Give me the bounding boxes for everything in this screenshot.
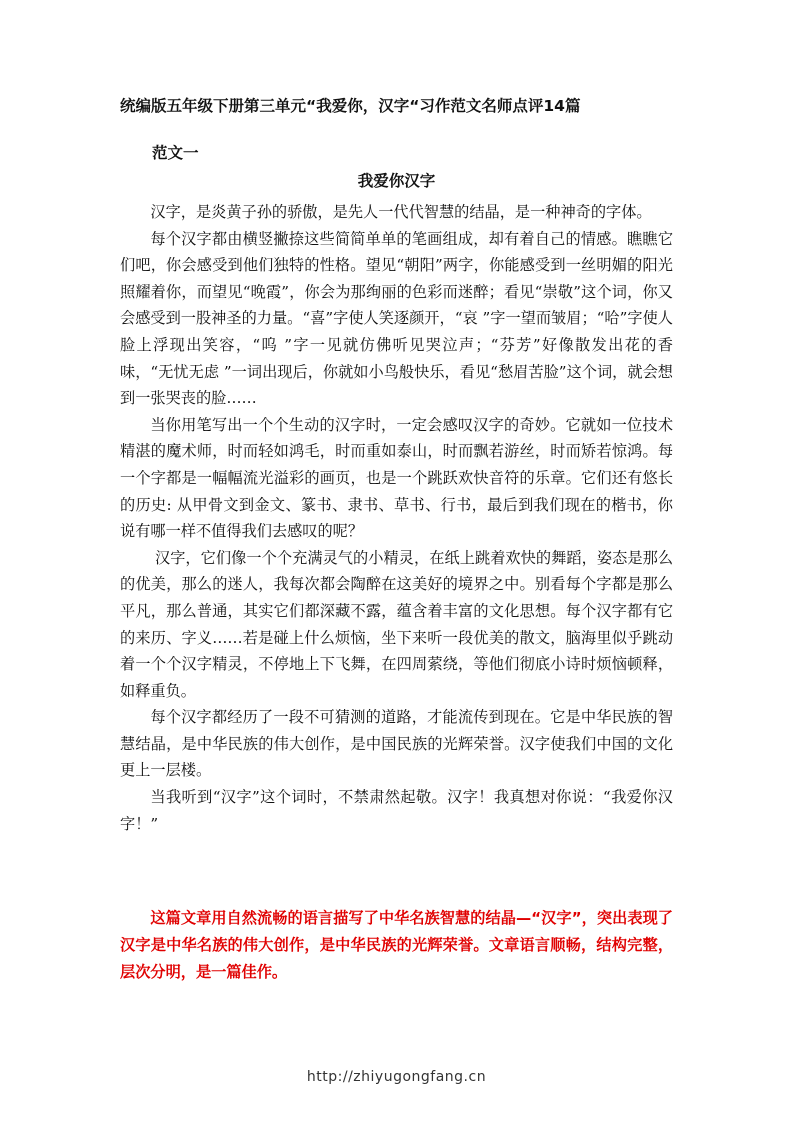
footer-url[interactable]: http://zhiyugongfang.cn <box>306 1069 487 1085</box>
essay-body <box>120 199 673 837</box>
essay-paragraph-5: 每个汉字都经历了一段不可猜测的道路，才能流传到现在。它是中华民族的智慧结晶，是中华民族的伟大创作，是中国民族的光辉荣誉。汉字使我们中国的文化更上一层楼。 <box>120 708 673 780</box>
essay-paragraph-4: 汉字，它们像一个个充满灵气的小精灵，在纸上跳着欢快的舞蹈，姿态是那么的优美，那么的迷人，我每次都会陶醉在这美好的境界之中。别看每个字都是那么平凡，那么普通，其实它们都深藏不露，蕴含着丰富的文化思想。每个汉字都有它的来历、字义……若是碰上什么烦恼，坐下来听一段优美的散文，脑海里似乎跳动着一个个汉字精灵，不停地上下飞舞，在四周萦绕，等他们彻底小诗时烦恼顿释，如释重负。 <box>120 548 673 700</box>
essay-paragraph-2: 每个汉字都由横竖撇捺这些简简单单的笔画组成，却有着自己的情感。瞧瞧它们吧，你会感受到他们独特的性格。望见“朝阳”两字，你能感受到一丝明媚的阳光照耀着你，而望见“晚霞”，你会为那绚丽的色彩而迷醉；看见“崇敬”这个词，你又会感受到一股神圣的力量。“喜”字使人笑逐颜开，“哀 ”字一望而皱眉；“哈”字使人脸上浮现出笑容，“呜 ”字一见就仿佛听见哭泣声；“芬芳”好像散发出花的香味，“无忧无虑 ”一词出现后，你就如小鸟般快乐，看见“愁眉苦脸”这个词，就会想到一张哭丧的脸…… <box>120 229 673 408</box>
essay-paragraph-3: 当你用笔写出一个个生动的汉字时，一定会感叹汉字的奇妙。它就如一位技术精湛的魔术师，时而轻如鸿毛，时而重如泰山，时而飘若游丝，时而矫若惊鸿。每一个字都是一幅幅流光溢彩的画页，也是一个跳跃欢快音符的乐章。它们还有悠长的历史: 从甲骨文到金文、篆书、隶书、草书、行书，最后到我们现在的楷书，你说有哪一样不值得我们去感叹的呢？ <box>120 415 673 541</box>
document-title: 统编版五年级下册第三单元“我爱你，汉字“习作范文名师点评14篇 <box>120 97 581 115</box>
essay-title: 我爱你汉字 <box>357 172 436 190</box>
essay-paragraph-6: 当我听到“汉字”这个词时，不禁肃然起敬。汉字！我真想对你说：“我爱你汉字！” <box>120 788 673 833</box>
teacher-comment: 这篇文章用自然流畅的语言描写了中华名族智慧的结晶—“汉字”，突出表现了汉字是中华名族的伟大创作，是中华民族的光辉荣誉。文章语言顺畅，结构完整，层次分明，是一篇佳作。 <box>120 909 673 981</box>
section-label: 范文一 <box>152 144 199 162</box>
essay-paragraph-1: 汉字，是炎黄子孙的骄傲，是先人一代代智慧的结晶，是一种神奇的字体。 <box>150 203 652 221</box>
